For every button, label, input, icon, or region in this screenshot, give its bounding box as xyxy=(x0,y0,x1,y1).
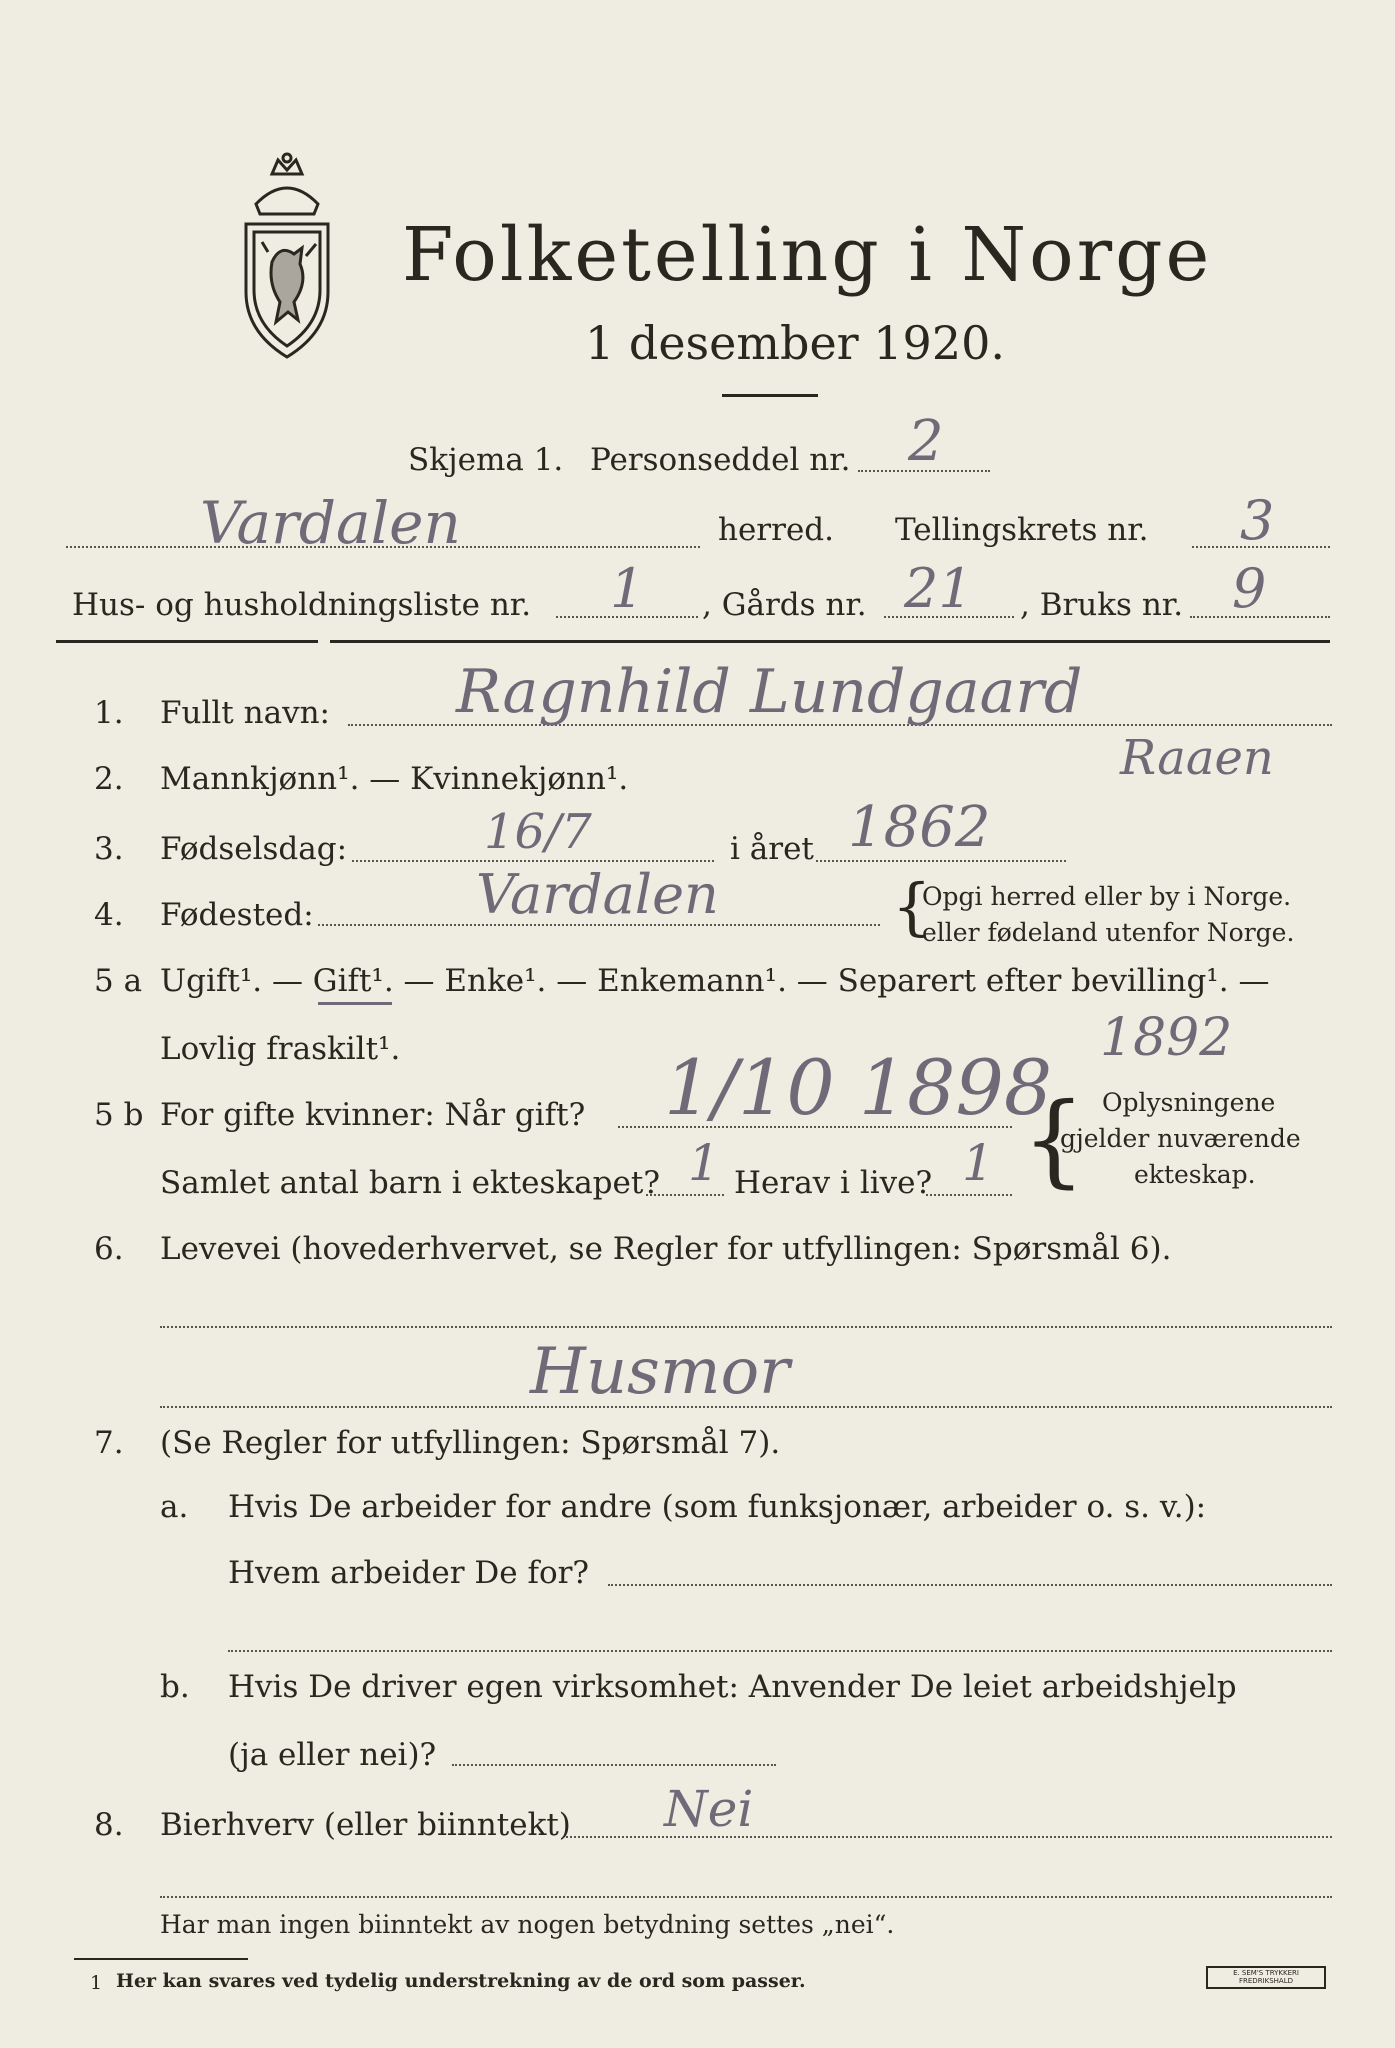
q3-dotline xyxy=(352,860,714,862)
q5b-alive-label: Herav i live? xyxy=(734,1165,933,1201)
q5b-note-brace: { xyxy=(1022,1081,1086,1198)
norway-coat-of-arms-icon xyxy=(228,152,346,362)
personseddel-label: Personseddel nr. xyxy=(590,442,851,478)
q3-label: Fødselsdag: xyxy=(160,831,348,867)
q1-label: Fullt navn: xyxy=(160,695,330,731)
q2-label: Mannkjønn¹. — Kvinnekjønn¹. xyxy=(160,761,629,797)
q8-number: 8. xyxy=(94,1807,124,1843)
tellingskrets-label: Tellingskrets nr. xyxy=(895,512,1149,548)
q5a-value: 1892 xyxy=(1100,1008,1233,1068)
q5b-note-line3: ekteskap. xyxy=(1134,1160,1256,1189)
q7-label: (Se Regler for utfyllingen: Spørsmål 7). xyxy=(160,1425,781,1461)
q5b-value: 1/10 1898 xyxy=(664,1043,1053,1132)
form-date: 1 desember 1920. xyxy=(585,316,1005,370)
q7a-label: Hvis De arbeider for andre (som funksjonær, arbeider o. s. v.): xyxy=(228,1489,1207,1525)
q4-label: Fødested: xyxy=(160,897,314,933)
q5b-children-dotline xyxy=(646,1194,724,1196)
header-rule-right xyxy=(330,640,1330,643)
q6-dotline2 xyxy=(160,1406,1332,1408)
header-rule-left xyxy=(56,640,318,643)
q8-dotline2 xyxy=(160,1896,1332,1898)
q1-number: 1. xyxy=(94,695,124,731)
q5b-number: 5 b xyxy=(94,1097,144,1133)
q7b-label: Hvis De driver egen virksomhet: Anvender De leiet arbeidshjelp xyxy=(228,1669,1237,1705)
q4-number: 4. xyxy=(94,897,124,933)
bruks-value: 9 xyxy=(1232,557,1267,620)
q5b-children-label: Samlet antal barn i ekteskapet? xyxy=(160,1165,660,1201)
q5a-number: 5 a xyxy=(94,963,143,999)
hus-label: Hus- og husholdningsliste nr. xyxy=(72,587,532,623)
q1-value-continued: Raaen xyxy=(1120,730,1274,786)
personseddel-value: 2 xyxy=(908,409,944,474)
gift-underline xyxy=(318,1002,392,1005)
q4-note-brace: { xyxy=(892,870,932,943)
tellingskrets-value: 3 xyxy=(1240,489,1275,552)
q3-number: 3. xyxy=(94,831,124,867)
q6-number: 6. xyxy=(94,1231,124,1267)
printer-stamp: E. SEM'S TRYKKERI FREDRIKSHALD xyxy=(1206,1966,1326,1989)
herred-label: herred. xyxy=(718,512,834,548)
hus-value: 1 xyxy=(610,557,645,620)
q4-value: Vardalen xyxy=(476,863,719,926)
q6-label: Levevei (hovederhvervet, se Regler for utfyllingen: Spørsmål 6). xyxy=(160,1231,1172,1267)
q5b-alive-value: 1 xyxy=(962,1134,994,1192)
q6-value: Husmor xyxy=(530,1335,790,1409)
gards-label: , Gårds nr. xyxy=(702,587,867,623)
gards-value: 21 xyxy=(904,557,973,620)
q7-number: 7. xyxy=(94,1425,124,1461)
q3-year-dotline xyxy=(816,860,1066,862)
q7b-dotline xyxy=(452,1764,776,1766)
q6-dotline1 xyxy=(160,1326,1332,1328)
footnote-rule xyxy=(74,1958,248,1960)
q5a-label-line2: Lovlig fraskilt¹. xyxy=(160,1031,401,1067)
q7b-letter: b. xyxy=(160,1669,190,1705)
q5b-children-value: 1 xyxy=(688,1134,720,1192)
q2-number: 2. xyxy=(94,761,124,797)
q4-note-line2: eller fødeland utenfor Norge. xyxy=(922,918,1295,947)
biinntekt-note: Har man ingen biinntekt av nogen betydning settes „nei“. xyxy=(160,1910,895,1939)
q5a-label: Ugift¹. — Gift¹. — Enke¹. — Enkemann¹. — Separert efter bevilling¹. — xyxy=(160,963,1270,999)
skjema-label: Skjema 1. xyxy=(408,442,564,478)
q1-value: Ragnhild Lundgaard xyxy=(456,657,1083,727)
q7a-letter: a. xyxy=(160,1489,189,1525)
q8-value: Nei xyxy=(664,1780,754,1838)
form-title: Folketelling i Norge xyxy=(402,212,1213,298)
q5b-label: For gifte kvinner: Når gift? xyxy=(160,1097,586,1133)
q3-value: 16/7 xyxy=(484,804,592,860)
q7b-label-line2: (ja eller nei)? xyxy=(228,1737,437,1773)
bruks-label: , Bruks nr. xyxy=(1020,587,1184,623)
q5b-alive-dotline xyxy=(926,1194,1012,1196)
q3-year-label: i året xyxy=(730,831,814,867)
q8-label: Bierhverv (eller biinntekt) xyxy=(160,1807,571,1843)
q4-note-line1: Opgi herred eller by i Norge. xyxy=(922,882,1292,911)
q5b-note-line1: Oplysningene xyxy=(1102,1088,1276,1117)
q7a-dotline1 xyxy=(608,1584,1332,1586)
q7a-dotline2 xyxy=(228,1650,1332,1652)
q7a-label-line2: Hvem arbeider De for? xyxy=(228,1555,590,1591)
footnote-mark: 1 xyxy=(90,1972,103,1994)
q5b-note-line2: gjelder nuværende xyxy=(1060,1124,1301,1153)
herred-value: Vardalen xyxy=(200,489,461,557)
footnote-text: Her kan svares ved tydelig understrekning av de ord som passer. xyxy=(116,1970,806,1992)
title-divider xyxy=(722,394,818,397)
q3-year-value: 1862 xyxy=(848,795,991,860)
